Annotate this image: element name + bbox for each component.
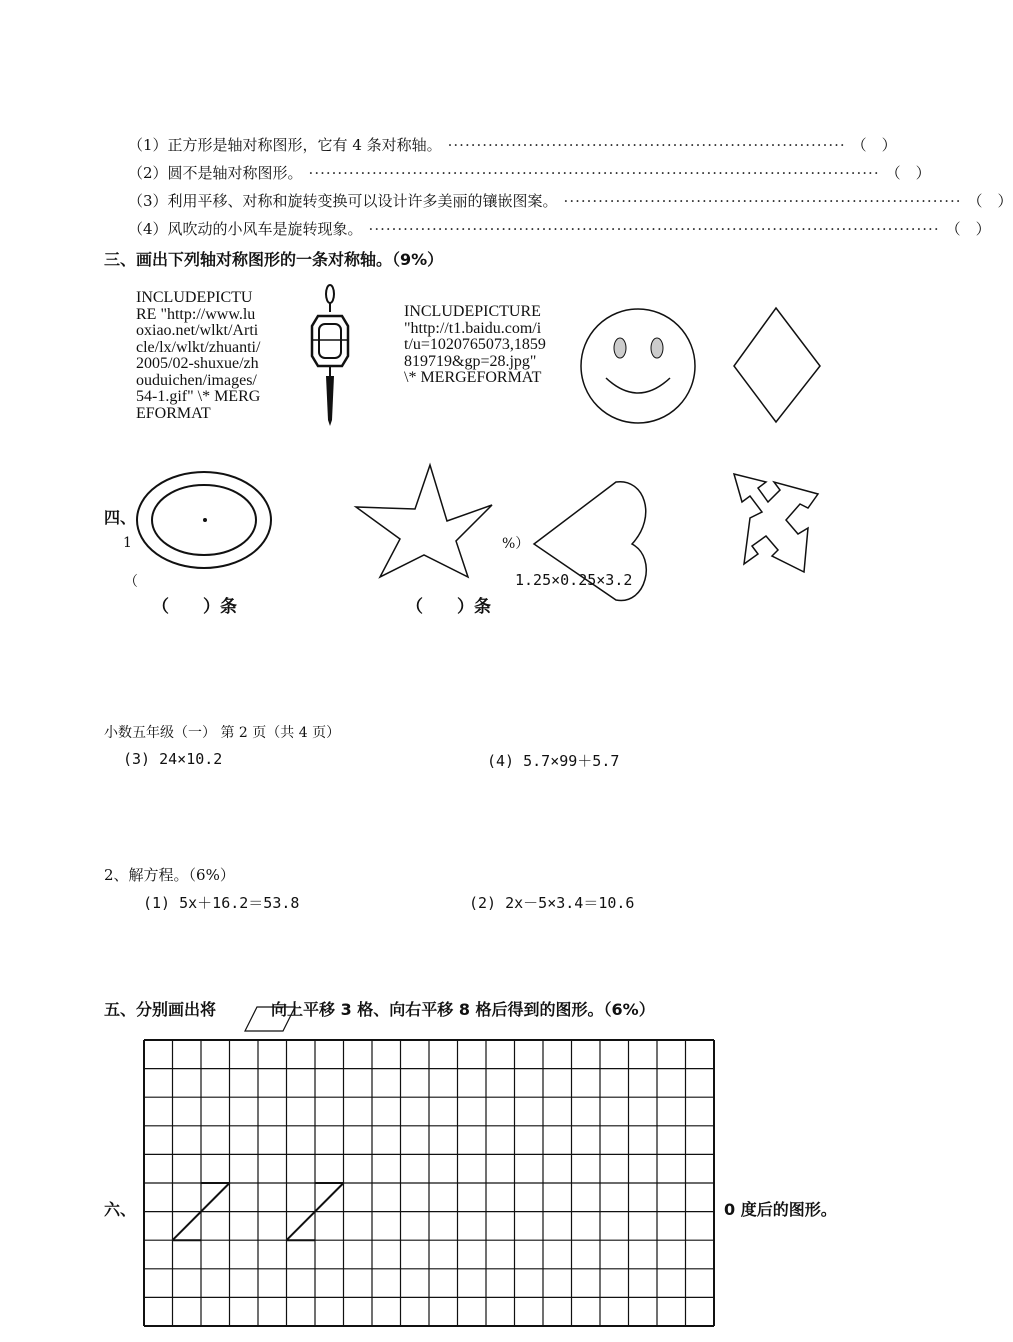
three-arrow-figure <box>728 468 828 580</box>
true-false-item-4 <box>128 218 991 240</box>
square-grid[interactable] <box>143 1039 715 1327</box>
question-text: （4）风吹动的小风车是旋转现象。 <box>128 220 363 238</box>
axis-count-label-2: （ ）条 <box>406 597 491 617</box>
leader-dots: ··································································································· <box>368 220 940 238</box>
expression-2: 1.25×0.25×3.2 <box>515 571 633 589</box>
answer-blank[interactable]: （ ） <box>945 220 991 238</box>
section-4-line-1: 1 <box>123 535 132 551</box>
section-4-heading: 四、 <box>104 508 137 527</box>
leader-dots: ··································································································· <box>308 164 880 182</box>
calc-item-4: (4) 5.7×99＋5.7 <box>487 752 620 770</box>
answer-blank[interactable]: （ ） <box>851 136 897 154</box>
true-false-item-3 <box>128 190 1013 212</box>
axis-count-label-1: （ ）条 <box>152 597 237 617</box>
section-3-heading: 三、画出下列轴对称图形的一条对称轴。（9%） <box>104 250 444 269</box>
question-text: （1）正方形是轴对称图形，它有 4 条对称轴。 <box>128 136 442 154</box>
heart-figure <box>528 476 653 606</box>
equation-2: (2) 2x－5×3.4＝10.6 <box>469 894 635 912</box>
answer-blank[interactable]: （ ） <box>885 164 931 182</box>
star-figure <box>354 463 494 581</box>
rhombus-figure <box>730 306 824 426</box>
equations-title: 2、解方程。（6%） <box>104 866 235 884</box>
true-false-item-1 <box>128 134 897 156</box>
leader-dots: ····································································· <box>447 136 846 154</box>
image-placeholder-1: INCLUDEPICTURE "http://www.luoxiao.net/wlkt/Article/lx/wlkt/zhuanti/2005/02-shuxue/zhouduichen/images/54-1.gif" \* MERGEFORMAT <box>136 289 261 422</box>
equation-1: (1) 5x＋16.2＝53.8 <box>143 894 300 912</box>
section-4-line-1-tail: %） <box>502 536 530 552</box>
page-footer: 小数五年级（一） 第 2 页（共 4 页） <box>104 725 341 741</box>
smiley-face-figure <box>578 306 700 428</box>
section-6-heading: 六、 <box>104 1200 137 1219</box>
section-6-heading-tail: 0 度后的图形。 <box>724 1200 837 1219</box>
question-text: （2）圆不是轴对称图形。 <box>128 164 303 182</box>
section-5-heading-part2: 向上平移 3 格、向右平移 8 格后得到的图形。（6%） <box>271 1000 655 1019</box>
image-placeholder-2: INCLUDEPICTURE "http://t1.baidu.com/it/u=1020765073,1859819719&gp=28.jpg" \* MERGEFORMAT <box>404 303 546 386</box>
answer-blank[interactable]: （ ） <box>967 192 1013 210</box>
section-4-line-2: （ <box>124 574 138 590</box>
lantern-figure <box>300 280 360 430</box>
concentric-circles-figure <box>134 470 274 594</box>
calc-item-3: (3) 24×10.2 <box>123 750 223 768</box>
question-text: （3）利用平移、对称和旋转变换可以设计许多美丽的镶嵌图案。 <box>128 192 558 210</box>
true-false-item-2 <box>128 162 931 184</box>
section-5-heading-part1: 五、分别画出将 <box>104 1000 217 1019</box>
leader-dots: ····································································· <box>563 192 962 210</box>
